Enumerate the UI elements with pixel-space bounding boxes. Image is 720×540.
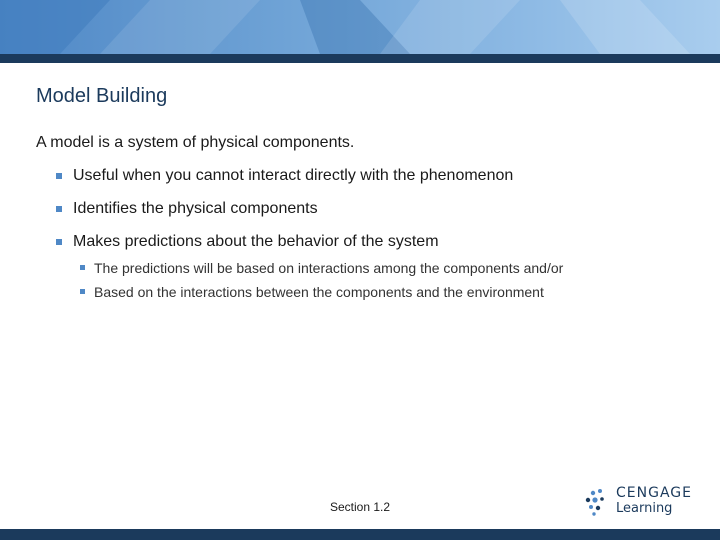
bullet-text: Makes predictions about the behavior of the system	[73, 233, 439, 250]
sub-bullet-item	[80, 259, 563, 283]
cengage-logo	[584, 485, 694, 521]
lead-statement: A model is a system of physical components.	[36, 134, 355, 151]
section-label: Section 1.2	[329, 500, 391, 514]
logo-wordmark: CENGAGE	[616, 485, 692, 501]
bullet-list	[56, 166, 513, 265]
banner-pattern	[0, 0, 720, 54]
sub-bullet-list	[80, 259, 563, 307]
bullet-item	[56, 199, 513, 232]
square-bullet-icon	[56, 173, 62, 179]
square-bullet-icon	[80, 265, 85, 270]
footer-bar	[0, 529, 720, 540]
logo-subtext: Learning	[616, 501, 673, 516]
bullet-item	[56, 166, 513, 199]
bullet-text: Identifies the physical components	[73, 200, 318, 217]
square-bullet-icon	[56, 239, 62, 245]
square-bullet-icon	[56, 206, 62, 212]
header-rule	[0, 54, 720, 63]
header-banner	[0, 0, 720, 54]
sub-bullet-text: Based on the interactions between the components and the environment	[94, 284, 544, 300]
sub-bullet-text: The predictions will be based on interactions among the components and/or	[94, 260, 564, 276]
slide-title: Model Building	[36, 85, 168, 107]
bullet-text: Useful when you cannot interact directly with the phenomenon	[73, 167, 514, 184]
square-bullet-icon	[80, 289, 85, 294]
sub-bullet-item	[80, 283, 563, 307]
cengage-mark-icon	[584, 487, 612, 517]
